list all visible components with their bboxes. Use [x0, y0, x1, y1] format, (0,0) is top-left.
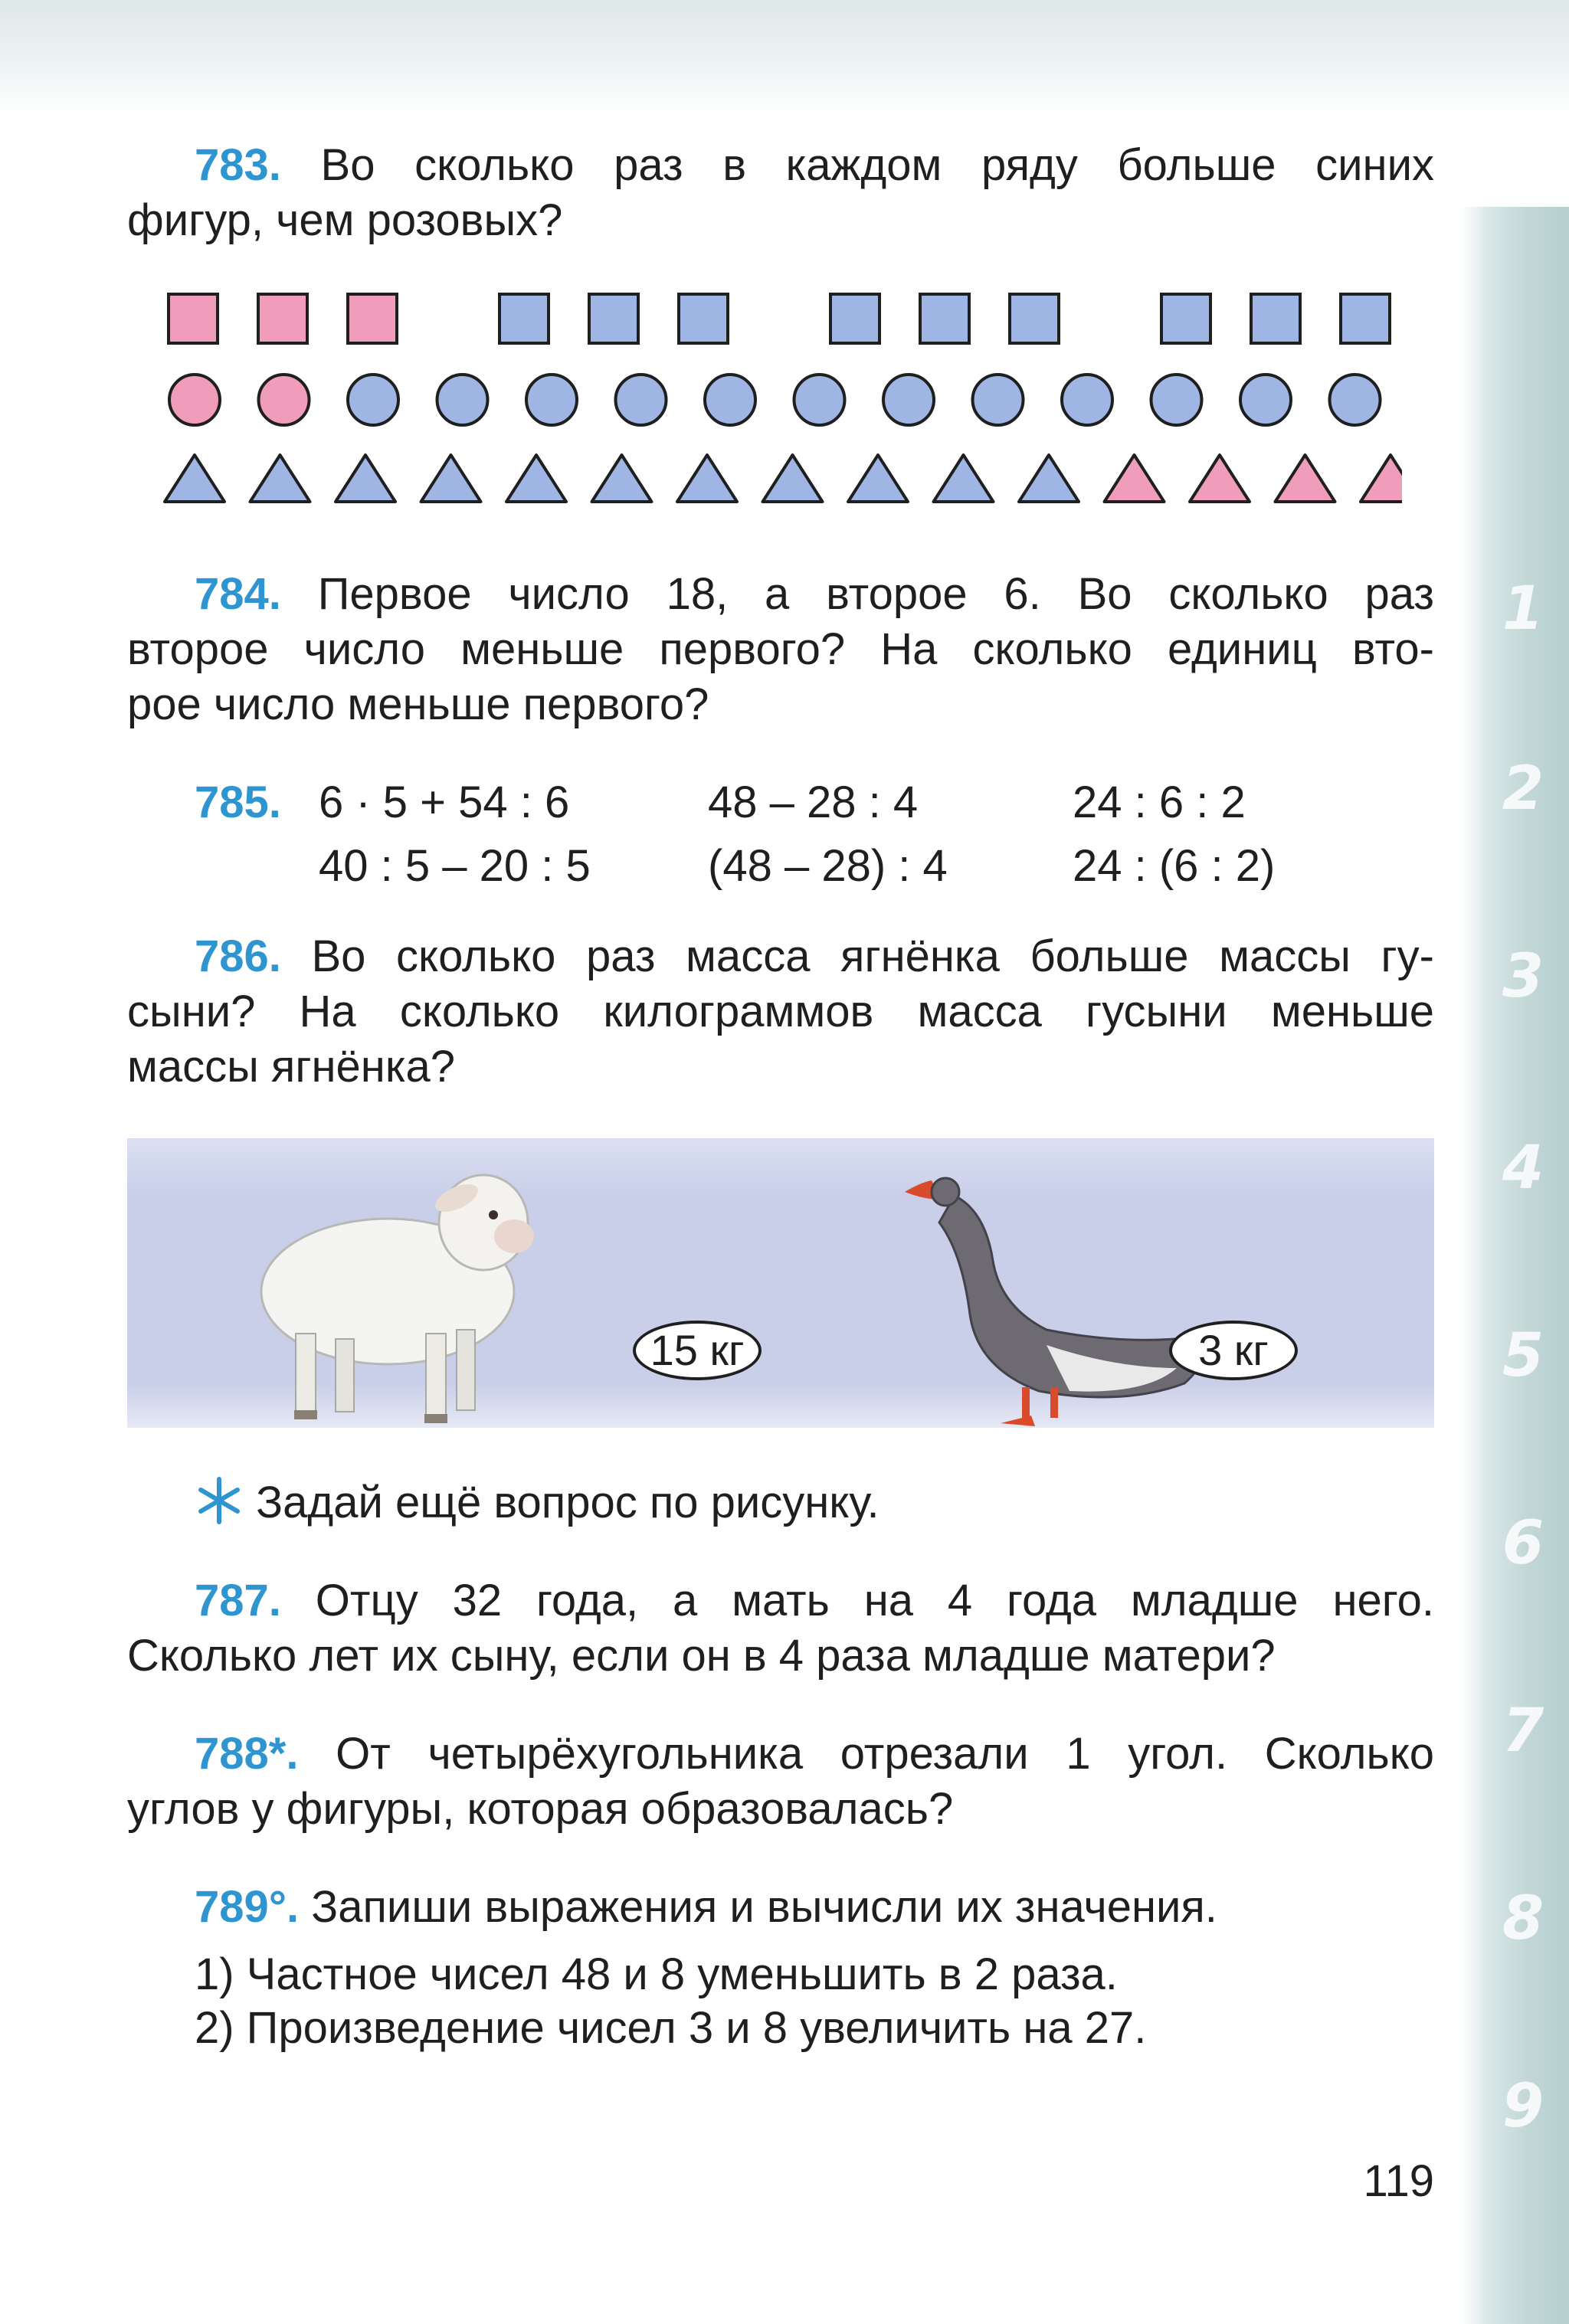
- triangle-blue: [506, 455, 566, 502]
- side-tab-7: 7: [1502, 1697, 1544, 1766]
- triangle-blue: [763, 455, 823, 502]
- task-text: рое число меньше первого?: [127, 679, 709, 729]
- extra-question-text: Задай ещё вопрос по рисунку.: [256, 1478, 879, 1527]
- task-text: фигур, чем розовых?: [127, 195, 563, 245]
- task-text: От четырёхугольника отрезали 1 угол. Сколько: [336, 1729, 1434, 1779]
- side-tab-5: 5: [1502, 1321, 1544, 1390]
- circle-blue: [1062, 375, 1112, 425]
- task-789-item-2: 2) Произведение чисел 3 и 8 увеличить на 27.: [195, 2003, 1147, 2053]
- task-788: [127, 1727, 1434, 1837]
- side-tab-4: 4: [1502, 1134, 1544, 1203]
- side-tab-3: 3: [1502, 942, 1544, 1011]
- triangle-blue: [934, 455, 994, 502]
- circle-blue: [1330, 375, 1381, 425]
- task-text: второе число меньше первого? На сколько единиц вто-: [127, 624, 1434, 674]
- square-pink: [348, 294, 397, 343]
- expression: 48 – 28 : 4: [708, 777, 919, 827]
- extra-question: [195, 1475, 879, 1530]
- goose-mass-label: 3 кг: [1169, 1321, 1298, 1380]
- side-tab-8: 8: [1502, 1884, 1544, 1953]
- task-text: Во сколько раз масса ягнёнка больше массы гу-: [311, 931, 1434, 981]
- circle-pink: [169, 375, 220, 425]
- expression: (48 – 28) : 4: [708, 841, 948, 891]
- task-787: [127, 1573, 1434, 1684]
- side-tab-6: 6: [1502, 1509, 1544, 1578]
- top-banner: [0, 0, 1569, 115]
- side-tab-2: 2: [1502, 754, 1544, 823]
- triangle-pink: [1361, 455, 1402, 502]
- triangle-blue: [677, 455, 737, 502]
- task-789: [127, 1880, 1434, 1935]
- task-783: [127, 138, 1434, 248]
- task-number: 788*.: [195, 1729, 299, 1779]
- task-786: [127, 929, 1434, 1095]
- circle-blue: [973, 375, 1024, 425]
- triangle-pink: [1190, 455, 1250, 502]
- task-text: Отцу 32 года, а мать на 4 года младше него.: [315, 1576, 1434, 1625]
- shapes-figure: [161, 288, 1402, 510]
- triangle-blue: [421, 455, 481, 502]
- square-blue: [1341, 294, 1390, 343]
- task-784: [127, 567, 1434, 732]
- task-number: 789°.: [195, 1882, 300, 1932]
- task-number-785: 785.: [195, 777, 281, 827]
- side-tab-1: 1: [1502, 574, 1544, 643]
- triangle-blue: [336, 455, 395, 502]
- circle-blue: [1240, 375, 1291, 425]
- task-text: углов у фигуры, которая образовалась?: [127, 1784, 954, 1834]
- square-blue: [1010, 294, 1059, 343]
- task-text: массы ягнёнка?: [127, 1042, 455, 1092]
- task-text: Сколько лет их сыну, если он в 4 раза младше матери?: [127, 1631, 1276, 1681]
- square-blue: [589, 294, 638, 343]
- snowflake-icon: [195, 1476, 244, 1525]
- square-pink: [258, 294, 307, 343]
- task-text: сыни? На сколько килограммов масса гусыни меньше: [127, 987, 1434, 1036]
- triangle-blue: [848, 455, 908, 502]
- triangle-blue: [251, 455, 310, 502]
- task-number: 784.: [195, 569, 281, 619]
- circle-blue: [794, 375, 845, 425]
- triangle-pink: [1105, 455, 1164, 502]
- circle-blue: [526, 375, 577, 425]
- chapter-sidebar: [1462, 207, 1569, 2324]
- lamb-mass-label: 15 кг: [633, 1321, 762, 1380]
- triangle-blue: [1019, 455, 1079, 502]
- square-blue: [1251, 294, 1300, 343]
- square-pink: [169, 294, 218, 343]
- circle-blue: [1151, 375, 1202, 425]
- circle-blue: [616, 375, 667, 425]
- side-tab-9: 9: [1502, 2072, 1544, 2141]
- triangle-blue: [592, 455, 652, 502]
- square-blue: [920, 294, 969, 343]
- task-text: Во сколько раз в каждом ряду больше синих: [320, 140, 1434, 190]
- task-number: 783.: [195, 140, 281, 190]
- expression: 24 : (6 : 2): [1073, 841, 1276, 891]
- square-blue: [679, 294, 728, 343]
- task-number: 786.: [195, 931, 281, 981]
- circle-blue: [883, 375, 934, 425]
- circle-blue: [437, 375, 488, 425]
- circle-blue: [705, 375, 755, 425]
- task-text: Первое число 18, а второе 6. Во сколько раз: [317, 569, 1434, 619]
- triangle-pink: [1276, 455, 1335, 502]
- page-number: 119: [1363, 2156, 1434, 2206]
- expression: 40 : 5 – 20 : 5: [319, 841, 591, 891]
- expression: 6 · 5 + 54 : 6: [319, 777, 570, 827]
- square-blue: [1161, 294, 1210, 343]
- triangle-blue: [165, 455, 224, 502]
- square-blue: [500, 294, 549, 343]
- square-blue: [830, 294, 879, 343]
- task-text: Запиши выражения и вычисли их значения.: [311, 1882, 1217, 1932]
- task-number: 787.: [195, 1576, 281, 1625]
- circle-blue: [348, 375, 398, 425]
- expression: 24 : 6 : 2: [1073, 777, 1246, 827]
- animals-illustration: [127, 1138, 1434, 1428]
- circle-pink: [259, 375, 310, 425]
- task-789-item-1: 1) Частное чисел 48 и 8 уменьшить в 2 раза.: [195, 1949, 1118, 1999]
